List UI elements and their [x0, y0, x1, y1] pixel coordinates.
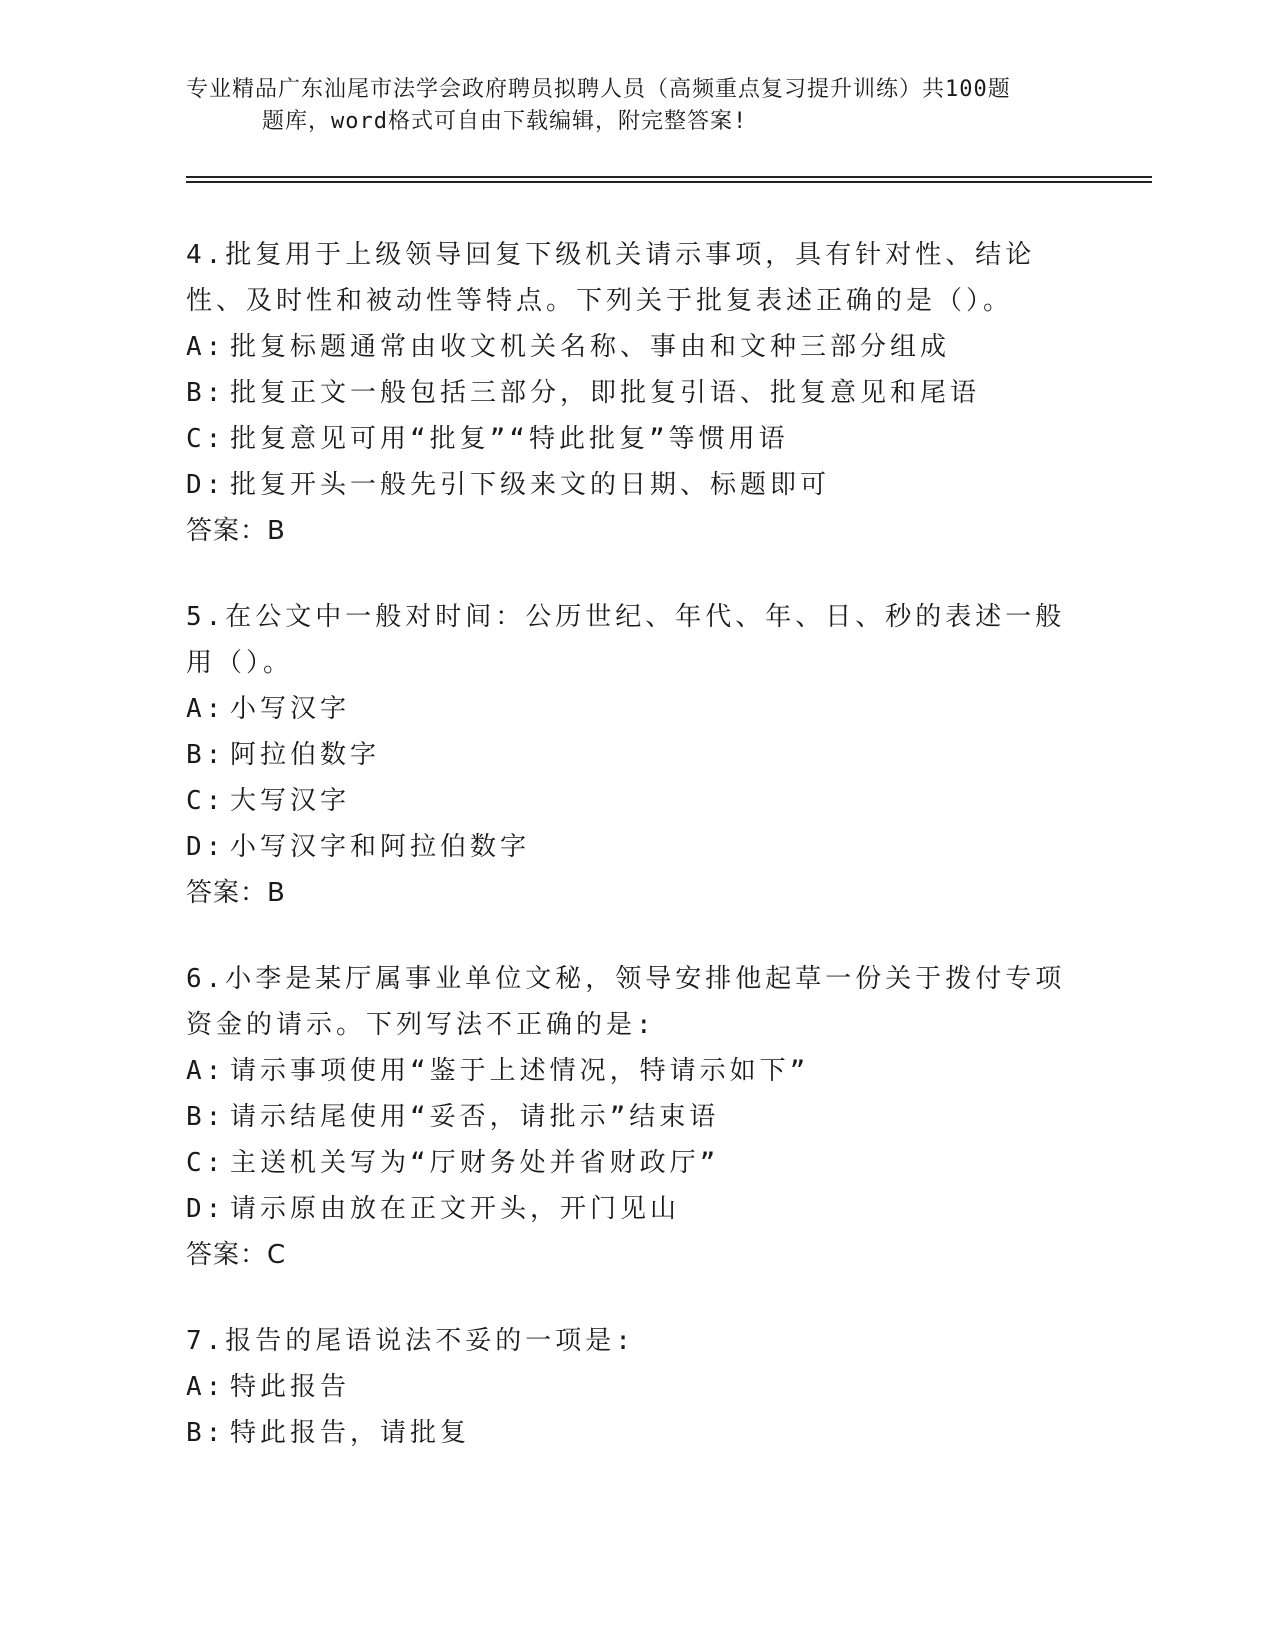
option-text: 小写汉字和阿拉伯数字: [230, 832, 531, 862]
option-a: [186, 1048, 1086, 1094]
option-c: [186, 1140, 1086, 1186]
option-b: [186, 732, 1086, 778]
question-stem: 6.小李是某厅属事业单位文秘，领导安排他起草一份关于拨付专项资金的请示。下列写法不正确的是:: [186, 964, 1066, 1040]
option-key: B:: [186, 740, 226, 770]
answer-line: 答案：C: [186, 1240, 287, 1270]
question-list: [186, 232, 1086, 1496]
question-6: [186, 956, 1086, 1278]
option-text: 小写汉字: [230, 694, 351, 724]
option-text: 批复开头一般先引下级来文的日期、标题即可: [230, 470, 831, 500]
option-key: A:: [186, 1372, 226, 1402]
option-text: 批复正文一般包括三部分，即批复引语、批复意见和尾语: [230, 378, 981, 408]
option-d: [186, 824, 1086, 870]
document-header: [186, 74, 1086, 138]
answer-line: 答案：B: [186, 878, 286, 908]
option-key: D:: [186, 832, 226, 862]
option-key: A:: [186, 1056, 226, 1086]
question-7: [186, 1318, 1086, 1456]
option-d: [186, 462, 1086, 508]
header-title-line1: 专业精品广东汕尾市法学会政府聘员拟聘人员（高频重点复习提升训练）共100题: [186, 77, 1011, 102]
option-key: B:: [186, 1418, 226, 1448]
option-key: A:: [186, 694, 226, 724]
option-key: C:: [186, 424, 226, 454]
option-d: [186, 1186, 1086, 1232]
option-text: 请示原由放在正文开头，开门见山: [230, 1194, 681, 1224]
option-key: B:: [186, 1102, 226, 1132]
question-5: [186, 594, 1086, 916]
option-text: 阿拉伯数字: [230, 740, 381, 770]
header-title-line2: 题库，word格式可自由下载编辑，附完整答案!: [262, 109, 748, 134]
question-stem: 5.在公文中一般对时间：公历世纪、年代、年、日、秒的表述一般用（）。: [186, 602, 1066, 678]
option-text: 请示事项使用“鉴于上述情况，特请示如下”: [230, 1056, 810, 1086]
option-a: [186, 1364, 1086, 1410]
option-text: 请示结尾使用“妥否，请批示”结束语: [230, 1102, 720, 1132]
question-stem: 4.批复用于上级领导回复下级机关请示事项，具有针对性、结论性、及时性和被动性等特点。下列关于批复表述正确的是（）。: [186, 240, 1036, 316]
option-key: A:: [186, 332, 226, 362]
option-c: [186, 416, 1086, 462]
option-text: 批复意见可用“批复”“特此批复”等惯用语: [230, 424, 789, 454]
option-key: C:: [186, 1148, 226, 1178]
answer-line: 答案：B: [186, 516, 286, 546]
option-key: B:: [186, 378, 226, 408]
option-b: [186, 370, 1086, 416]
header-divider-bottom: [186, 181, 1152, 183]
option-key: D:: [186, 470, 226, 500]
option-text: 主送机关写为“厅财务处并省财政厅”: [230, 1148, 720, 1178]
option-a: [186, 686, 1086, 732]
option-text: 特此报告: [230, 1372, 351, 1402]
option-a: [186, 324, 1086, 370]
option-b: [186, 1094, 1086, 1140]
option-text: 批复标题通常由收文机关名称、事由和文种三部分组成: [230, 332, 951, 362]
option-key: C:: [186, 786, 226, 816]
option-text: 大写汉字: [230, 786, 351, 816]
option-text: 特此报告，请批复: [230, 1418, 471, 1448]
option-c: [186, 778, 1086, 824]
question-stem: 7.报告的尾语说法不妥的一项是:: [186, 1326, 635, 1356]
option-b: [186, 1410, 1086, 1456]
question-4: [186, 232, 1086, 554]
header-divider-top: [186, 176, 1152, 178]
option-key: D:: [186, 1194, 226, 1224]
